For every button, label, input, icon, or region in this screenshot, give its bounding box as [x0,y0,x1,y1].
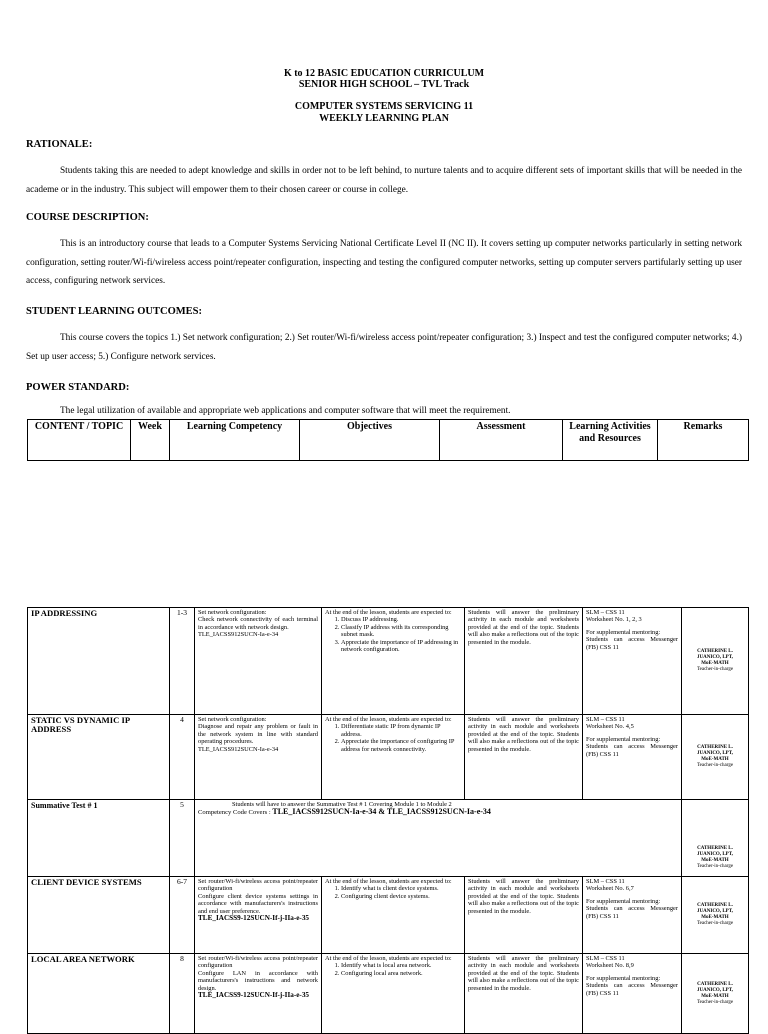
objective-item: 1. Discuss IP addressing. [341,616,461,623]
summative-description: Students will have to answer the Summative Test # 1 Covering Module 1 to Module 2 [232,801,452,808]
row-assessment: Students will answer the preliminary activity in each module and worksheets provided at the end of the topic. Students will also make a reflections out of the topic presented in the module. [465,877,583,954]
objective-item: 1. Identify what is client device systems. [341,885,461,892]
row-activities [583,877,682,954]
row-objectives [322,608,465,715]
competency-code: TLE_IACSS912SUCN-Ia-e-34 [198,631,279,639]
codes-prefix: Competency Code Covers : [198,809,273,817]
objective-item: 2. Configuring local area network. [341,970,461,977]
row-competency [195,954,322,1034]
row-competency [195,608,322,715]
row-assessment: Students will answer the preliminary activity in each module and worksheets provided at the end of the topic. Students will also make a reflections out of the topic presented in the module. [465,608,583,715]
supplemental-label: For supplemental mentoring: [586,974,661,982]
supplemental-label: For supplemental mentoring: [586,735,661,743]
teacher-role: Teacher-in-charge [696,864,734,869]
col-header-objectives: Objectives [300,420,440,461]
teacher-degree: MoE-MATH [701,858,729,863]
competency-text: Diagnose and repair any problem or fault in the network system in line with standard operating procedures. [198,723,318,746]
col-header-activities: Learning Activities and Resources [563,420,658,461]
rationale-title: RATIONALE: [26,139,93,150]
teacher-role: Teacher-in-charge [696,999,734,1005]
row-topic: STATIC VS DYNAMIC IP ADDRESS [28,715,170,800]
competency-text: Configure client device systems settings in accordance with manufacturers's instructions and end user preference. [198,892,318,915]
competency-label: Set network configuration: [198,609,267,616]
header-line-2: SENIOR HIGH SCHOOL – TVL Track [298,79,470,90]
header-line-3: COMPUTER SYSTEMS SERVICING 11 [294,101,474,112]
objective-item: 2. Classify IP address with its corresponding subnet mask. [341,624,461,639]
rationale-text: Students taking this are needed to adept knowledge and skills in order not to be left behind, to nurture talents and to acquire different sets of important skills that will be needed in the academe or in the industry. This subject will empower them to their chosen career or course in college. [26,166,742,195]
competency-code: TLE_IACSS9-12SUCN-If-j-IIa-e-35 [198,991,310,1000]
table-row [28,954,749,1034]
slm-label: SLM – CSS 11 [586,955,625,962]
row-assessment: Students will answer the preliminary activity in each module and worksheets provided at the end of the topic. Students will also make a reflections out of the topic presented in the module. [465,954,583,1034]
supplemental-label: For supplemental mentoring: [586,897,661,905]
power-standard-text: The legal utilization of available and appropriate web applications and computer software that will meet the requirement. [60,406,511,416]
competency-label: Set router/Wi-fi/wireless access point/repeater configuration [198,955,318,970]
row-week: 8 [170,954,195,1034]
row-objectives [322,715,465,800]
teacher-name: CATHERINE L. JUANICO, LPT, [697,745,733,756]
competency-label: Set router/Wi-fi/wireless access point/repeater configuration [198,878,318,893]
worksheet-label: Worksheet No. 8,9 [586,962,634,970]
teacher-role: Teacher-in-charge [696,667,734,672]
competency-text: Configure LAN in accordance with manufacturers's instructions and network design. [198,969,318,992]
row-topic: Summative Test # 1 [28,800,170,877]
course-description-text: This is an introductory course that leads to a Computer Systems Servicing National Certificate Level II (NC II). It covers setting up computer networks particularly in setting network configuration, setting router/Wi-fi/wireless access point/repeater configuration, inspecting and testing the configured computer networks, setting up computer servers partifularly setting up user access, configuring network services. [26,239,742,286]
row-remarks [682,877,749,954]
worksheet-label: Worksheet No. 4,5 [586,723,634,731]
supplemental-access: Students can access Messenger (FB) CSS 11 [586,982,678,997]
objective-item: 2. Appreciate the importance of configuring IP address for network connectivity. [341,738,461,753]
objective-item: 1. Differentiate static IP from dynamic IP address. [341,723,461,738]
row-week: 4 [170,715,195,800]
supplemental-access: Students can access Messenger (FB) CSS 11 [586,905,678,920]
row-objectives [322,877,465,954]
header-line-4: WEEKLY LEARNING PLAN [319,113,449,124]
row-topic: CLIENT DEVICE SYSTEMS [28,877,170,954]
competency-code: TLE_IACSS912SUCN-Ia-e-34 [198,745,279,753]
slm-label: SLM – CSS 11 [586,716,625,723]
objectives-intro: At the end of the lesson, students are expected to: [325,609,452,616]
teacher-name: CATHERINE L. JUANICO, LPT, [697,981,733,993]
teacher-degree: MoE-MATH [701,661,729,666]
supplemental-access: Students can access Messenger (FB) CSS 11 [586,636,678,651]
row-competency [195,715,322,800]
row-remarks [682,608,749,715]
col-header-competency: Learning Competency [170,420,300,461]
codes-list: TLE_IACSS912SUCN-Ia-e-34 & TLE_IACSS912SUCN-Ia-e-34 [272,807,491,817]
teacher-role: Teacher-in-charge [696,921,734,926]
worksheet-label: Worksheet No. 6,7 [586,885,634,893]
teacher-degree: MoE-MATH [701,915,729,920]
teacher-role: Teacher-in-charge [696,763,734,768]
row-activities [583,608,682,715]
competency-code: TLE_IACSS9-12SUCN-If-j-IIa-e-35 [198,914,310,923]
row-assessment: Students will answer the preliminary activity in each module and worksheets provided at the end of the topic. Students will also make a reflections out of the topic presented in the module. [465,715,583,800]
objective-item: 2. Configuring client device systems. [341,893,461,900]
row-activities [583,715,682,800]
course-description-title: COURSE DESCRIPTION: [26,212,149,223]
outcomes-text: This course covers the topics 1.) Set network configuration; 2.) Set router/Wi-fi/wireless access point/repeater configuration; 3.) Inspect and test the configured computer networks; 4.) Set up user access; 5.) Configure network services. [26,333,742,362]
summative-competency-codes [198,808,678,816]
objectives-intro: At the end of the lesson, students are expected to: [325,878,452,885]
outcomes-title: STUDENT LEARNING OUTCOMES: [26,306,203,317]
teacher-degree: MoE-MATH [701,757,729,762]
row-competency [195,877,322,954]
col-header-week: Week [131,420,170,461]
row-week: 5 [170,800,195,877]
row-activities [583,954,682,1034]
worksheet-label: Worksheet No. 1, 2, 3 [586,616,642,624]
teacher-name: CATHERINE L. JUANICO, LPT, [697,649,733,660]
teacher-name: CATHERINE L. JUANICO, LPT, [697,903,733,914]
row-week: 1-3 [170,608,195,715]
table-row-summative [28,800,749,877]
col-header-assessment: Assessment [440,420,563,461]
row-objectives [322,954,465,1034]
slm-label: SLM – CSS 11 [586,878,625,885]
objectives-intro: At the end of the lesson, students are expected to: [325,716,452,723]
teacher-name: CATHERINE L. JUANICO, LPT, [697,846,733,857]
competency-text: Check network connectivity of each terminal in accordance with network design. [198,616,318,631]
plan-body-table [27,607,749,1034]
supplemental-label: For supplemental mentoring: [586,628,661,636]
table-row [28,877,749,954]
plan-header-table [27,419,749,461]
row-topic: LOCAL AREA NETWORK [28,954,170,1034]
table-row [28,715,749,800]
table-row [28,608,749,715]
slm-label: SLM – CSS 11 [586,609,625,616]
teacher-degree: MoE-MATH [701,993,729,999]
col-header-topic: CONTENT / TOPIC [28,420,131,461]
objective-item: 3. Appreciate the importance of IP addressing in network configuration. [341,639,461,654]
row-week: 6-7 [170,877,195,954]
header-line-1: K to 12 BASIC EDUCATION CURRICULUM [283,68,485,79]
row-remarks [682,954,749,1034]
row-topic: IP ADDRESSING [28,608,170,715]
col-header-remarks: Remarks [658,420,749,461]
supplemental-access: Students can access Messenger (FB) CSS 11 [586,743,678,758]
row-remarks [682,715,749,800]
objectives-intro: At the end of the lesson, students are expected to: [325,955,452,962]
row-remarks [682,800,749,877]
power-standard-title: POWER STANDARD: [26,382,130,393]
objective-item: 1. Identify what is local area network. [341,962,461,969]
row-summative-summary [195,800,682,877]
competency-label: Set network configuration: [198,716,267,723]
